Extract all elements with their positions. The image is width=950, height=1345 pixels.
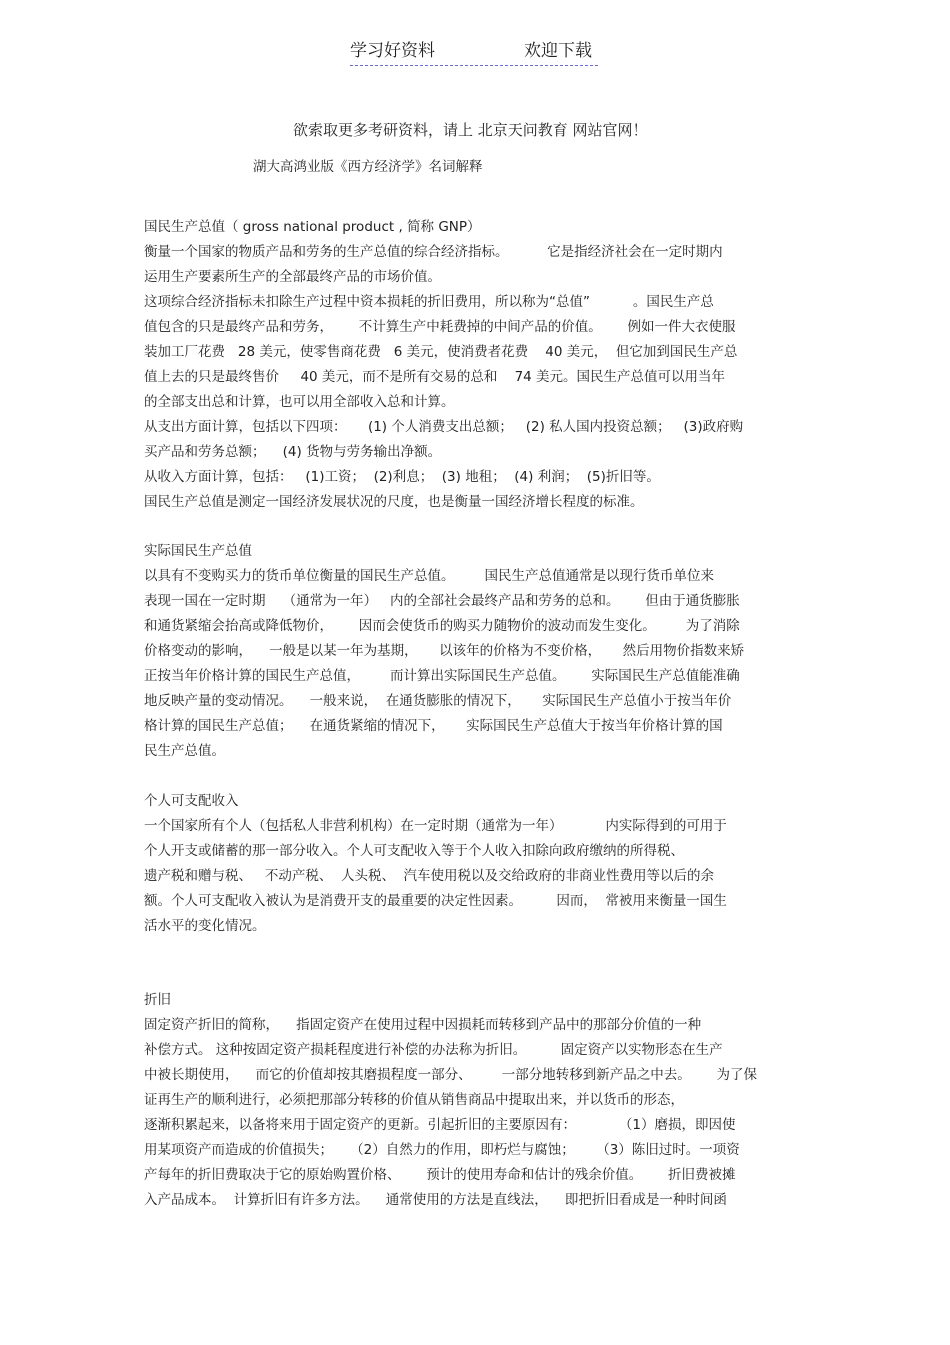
text-line: 入产品成本。 计算折旧有许多方法。 通常使用的方法是直线法， 即把折旧看成是一种时间函 [144, 1192, 727, 1208]
term-heading: 个人可支配收入 [144, 793, 239, 809]
text-line: 表现一国在一定时期 （通常为一年） 内的全部社会最终产品和劳务的总和。 但由于通货膨胀 [144, 593, 740, 609]
header-right-text: 欢迎下载 [524, 41, 592, 61]
text-line: 和通货紧缩会抬高或降低物价， 因而会使货币的购买力随物价的波动而发生变化。 为了消除 [144, 618, 740, 634]
text-line: 固定资产折旧的简称， 指固定资产在使用过程中因损耗而转移到产品中的那部分价值的一种 [144, 1017, 702, 1033]
text-line: 的全部支出总和计算，也可以用全部收入总和计算。 [144, 394, 455, 410]
section-real-gnp [144, 539, 816, 764]
text-line: 这项综合经济指标未扣除生产过程中资本损耗的折旧费用，所以称为“总值” 。国民生产总 [144, 294, 714, 310]
section-disposable-income [144, 789, 816, 939]
text-line: 运用生产要素所生产的全部最终产品的市场价值。 [144, 269, 441, 285]
text-line: 地反映产量的变动情况。 一般来说， 在通货膨胀的情况下， 实际国民生产总值小于按当年价 [144, 693, 732, 709]
text-line: 衡量一个国家的物质产品和劳务的生产总值的综合经济指标。 它是指经济社会在一定时期内 [144, 244, 723, 260]
text-line: 额。个人可支配收入被认为是消费开支的最重要的决定性因素。 因而， 常被用来衡量一国生 [144, 893, 727, 909]
text-line: 个人开支或储蓄的那一部分收入。个人可支配收入等于个人收入扣除向政府缴纳的所得税、 [144, 843, 684, 859]
text-line: 活水平的变化情况。 [144, 918, 266, 934]
text-line: 以具有不变购买力的货币单位衡量的国民生产总值。 国民生产总值通常是以现行货币单位来 [144, 568, 715, 584]
text-line: 格计算的国民生产总值； 在通货紧缩的情况下， 实际国民生产总值大于按当年价格计算的国 [144, 718, 723, 734]
text-line: 遗产税和赠与税、 不动产税、 人头税、 汽车使用税以及交给政府的非商业性费用等以后的余 [144, 868, 715, 884]
text-line: 证再生产的顺利进行，必须把那部分转移的价值从销售商品中提取出来，并以货币的形态， [144, 1092, 684, 1108]
term-heading: 实际国民生产总值 [144, 543, 252, 559]
text-line: 买产品和劳务总额； (4) 货物与劳务输出净额。 [144, 444, 442, 460]
text-line: 产每年的折旧费取决于它的原始购置价格、 预计的使用寿命和估计的残余价值。 折旧费被摊 [144, 1167, 736, 1183]
text-line: 中被长期使用， 而它的价值却按其磨损程度一部分、 一部分地转移到新产品之中去。 为了保 [144, 1067, 757, 1083]
text-line: 从收入方面计算，包括： (1)工资； (2)利息； (3) 地租； (4) 利润； (5)折旧等。 [144, 469, 660, 485]
promo-line: 欲索取更多考研资料，请上 北京天问教育 网站官网！ [293, 121, 648, 139]
term-heading: 折旧 [144, 992, 171, 1008]
header-left-text: 学习好资料 [350, 41, 435, 61]
page-header [350, 41, 598, 66]
text-line: 值上去的只是最终售价 40 美元，而不是所有交易的总和 74 美元。国民生产总值可以用当年 [144, 369, 726, 385]
text-line: 从支出方面计算，包括以下四项： (1) 个人消费支出总额； (2) 私人国内投资总额； (3)政府购 [144, 419, 744, 435]
text-line: 装加工厂花费 28 美元，使零售商花费 6 美元，使消费者花费 40 美元， 但它加到国民生产总 [144, 344, 738, 360]
term-heading: 国民生产总值（ gross national product , 简称 GNP） [144, 219, 481, 235]
text-line: 一个国家所有个人（包括私人非营利机构）在一定时期（通常为一年） 内实际得到的可用于 [144, 818, 727, 834]
document-subtitle: 湖大高鸿业版《西方经济学》名词解释 [253, 159, 483, 175]
text-line: 逐渐积累起来，以备将来用于固定资产的更新。引起折旧的主要原因有： （1）磨损，即因使 [144, 1117, 736, 1133]
text-line: 补偿方式。 这种按固定资产损耗程度进行补偿的办法称为折旧。 固定资产以实物形态在生产 [144, 1042, 723, 1058]
text-line: 值包含的只是最终产品和劳务， 不计算生产中耗费掉的中间产品的价值。 例如一件大衣使服 [144, 319, 736, 335]
text-line: 价格变动的影响， 一般是以某一年为基期， 以该年的价格为不变价格， 然后用物价指数来矫 [144, 643, 745, 659]
text-line: 用某项资产而造成的价值损失； （2）自然力的作用，即朽烂与腐蚀； （3）陈旧过时。一项资 [144, 1142, 740, 1158]
text-line: 民生产总值。 [144, 743, 225, 759]
section-depreciation [144, 988, 816, 1213]
section-gnp [144, 215, 816, 515]
text-line: 正按当年价格计算的国民生产总值， 而计算出实际国民生产总值。 实际国民生产总值能准确 [144, 668, 740, 684]
text-line: 国民生产总值是测定一国经济发展状况的尺度，也是衡量一国经济增长程度的标准。 [144, 494, 644, 510]
